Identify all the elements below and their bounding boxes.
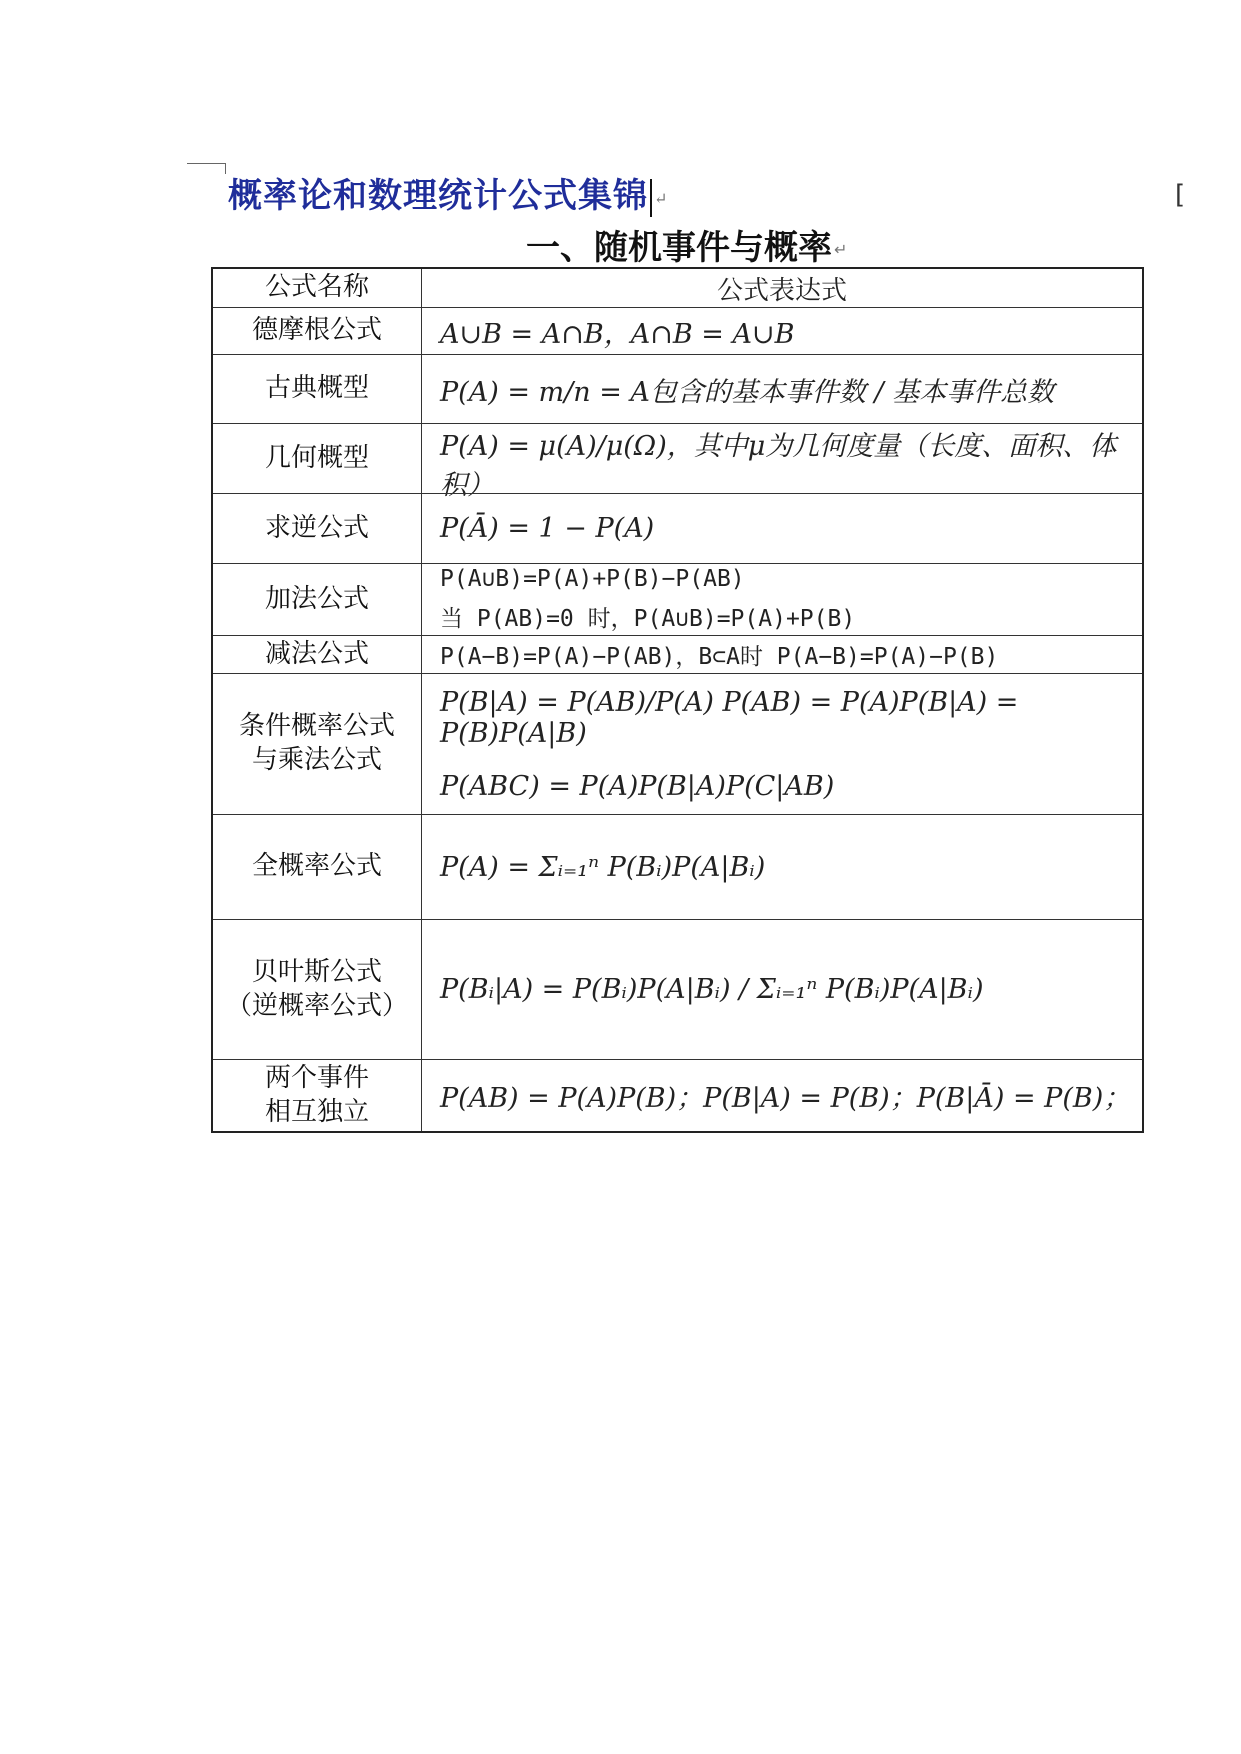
row-name-cell [213, 564, 422, 635]
row-formula-text: P(A) = m/n = A包含的基本事件数 / 基本事件总数 [440, 376, 1055, 408]
document-title[interactable] [228, 168, 668, 217]
row-formula-cell [422, 424, 1142, 501]
row-formula-text: P(B|A) = P(AB)/P(A) P(AB) = P(A)P(B|A) = P(B)P(A|B) [440, 686, 1019, 749]
table-row [213, 307, 1142, 354]
row-name-cell [213, 1060, 422, 1131]
table-row [213, 563, 1142, 635]
text-cursor [650, 179, 652, 217]
row-name-text: 几何概型 [264, 442, 369, 473]
row-formula-cell [422, 494, 1142, 563]
header-formula-cell [422, 269, 1142, 307]
row-name-text: 求逆公式 [264, 512, 369, 543]
row-name-text: 古典概型 [264, 373, 369, 404]
section-heading-text: 一、随机事件与概率 [526, 228, 832, 268]
row-formula-text: P(A) = μ(A)/μ(Ω)，其中μ为几何度量（长度、面积、体积） [440, 431, 1117, 501]
row-name-cell [213, 674, 422, 814]
row-name-cell [213, 920, 422, 1059]
row-formula-text-2: P(ABC) = P(A)P(B|A)P(C|AB) [440, 770, 835, 802]
row-formula-text: P(A−B)=P(A)−P(AB)，B⊂A时 P(A−B)=P(A)−P(B) [440, 644, 999, 670]
row-name-text-2: 相互独立 [264, 1096, 369, 1127]
row-name-cell [213, 308, 422, 354]
row-formula-cell [422, 308, 1142, 354]
row-name-text: 减法公式 [264, 638, 369, 669]
row-formula-cell [422, 636, 1142, 673]
row-formula-cell [422, 564, 1142, 635]
header-formula-text: 公式表达式 [716, 275, 847, 306]
row-formula-text: P(Ā) = 1 − P(A) [440, 513, 655, 544]
row-name-cell [213, 815, 422, 919]
section-heading [526, 220, 847, 269]
page-corner-mark [187, 163, 226, 174]
row-name-cell [213, 355, 422, 423]
row-formula-cell [422, 355, 1142, 423]
formula-table [211, 267, 1144, 1133]
row-formula-text: A∪B = A∩B，A∩B = A∪B [440, 318, 795, 350]
row-formula-cell [422, 815, 1142, 919]
row-name-text: 加法公式 [264, 583, 369, 614]
row-name-text-2: 与乘法公式 [251, 745, 382, 775]
row-name-text: 德摩根公式 [251, 315, 382, 346]
row-name-text: 两个事件 [264, 1062, 369, 1093]
table-row [213, 423, 1142, 501]
header-name-text: 公式名称 [264, 272, 369, 303]
table-row [213, 493, 1142, 563]
row-formula-text: P(Bᵢ|A) = P(Bᵢ)P(A|Bᵢ) / Σᵢ₌₁ⁿ P(Bᵢ)P(A|Bᵢ) [440, 974, 984, 1005]
table-row [213, 354, 1142, 423]
row-formula-cell [422, 920, 1142, 1059]
margin-bracket: [ [1175, 180, 1186, 210]
table-row [213, 635, 1142, 673]
row-name-cell [213, 636, 422, 673]
header-name-cell [213, 269, 422, 307]
row-formula-text: P(A) = Σᵢ₌₁ⁿ P(Bᵢ)P(A|Bᵢ) [440, 851, 766, 883]
row-formula-text-2: 当 P(AB)=0 时，P(A∪B)=P(A)+P(B) [440, 606, 856, 632]
row-name-text: 全概率公式 [251, 851, 382, 882]
row-name-text: 贝叶斯公式 [251, 956, 382, 987]
row-formula-cell [422, 1060, 1142, 1131]
table-row [213, 1059, 1142, 1131]
row-formula-text: P(A∪B)=P(A)+P(B)−P(AB) [440, 566, 745, 592]
table-row [213, 919, 1142, 1059]
row-name-text-2: （逆概率公式） [225, 990, 408, 1021]
return-mark: ↵ [834, 240, 848, 259]
row-name-text: 条件概率公式 [238, 711, 395, 742]
table-row [213, 814, 1142, 919]
row-name-cell [213, 494, 422, 563]
document-title-text: 概率论和数理统计公式集锦 [228, 176, 648, 216]
row-formula-text: P(AB) = P(A)P(B)；P(B|A) = P(B)；P(B|Ā) = P(B)； [440, 1083, 1131, 1114]
row-formula-cell [422, 674, 1142, 814]
table-header-row [213, 269, 1142, 307]
table-row [213, 673, 1142, 814]
return-mark: ↵ [654, 188, 669, 208]
row-name-cell [213, 424, 422, 493]
